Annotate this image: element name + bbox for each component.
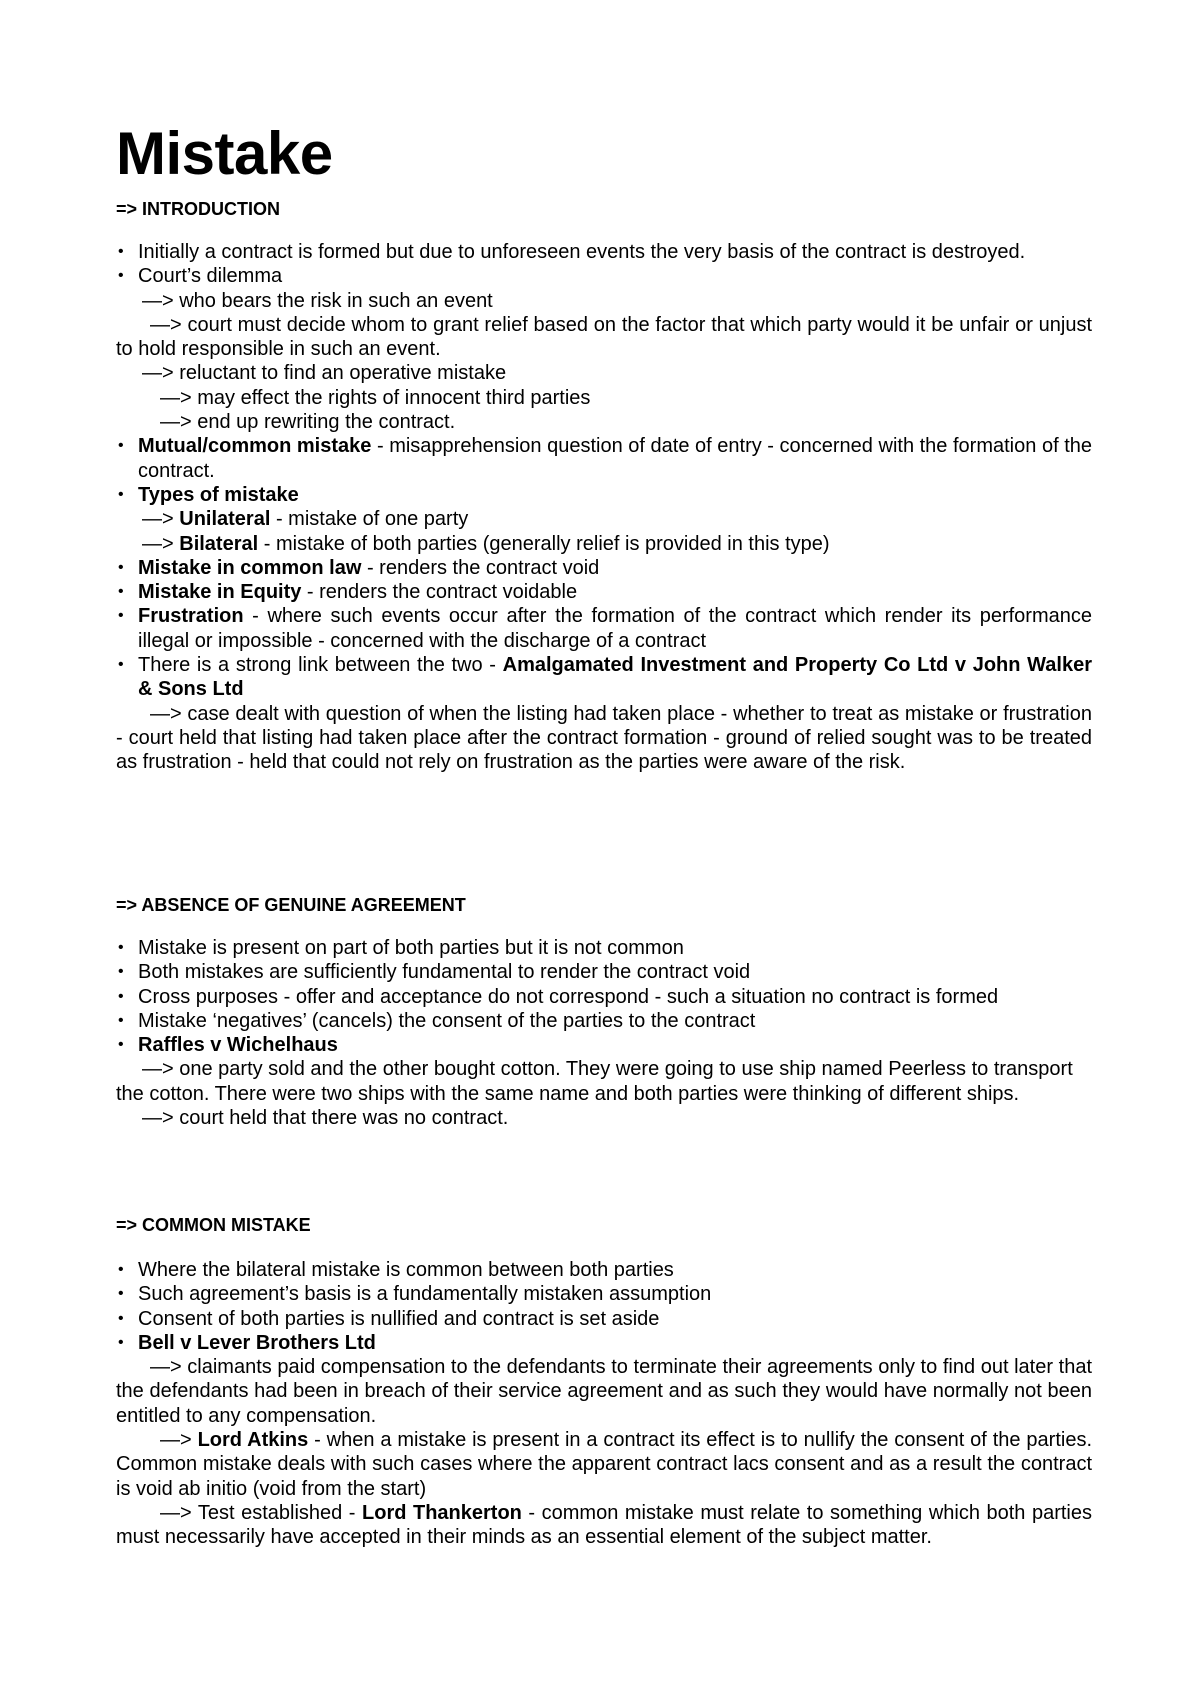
bullet-icon: • (118, 1333, 124, 1351)
list-item: • Mutual/common mistake - misapprehension question of date of entry - concerned with the formation of the contract. (118, 435, 1092, 482)
page-title: Mistake (116, 120, 333, 187)
list-item: • Such agreement’s basis is a fundamentally mistaken assumption (118, 1283, 712, 1306)
list-item: • Mistake in common law - renders the contract void (118, 556, 600, 579)
bullet-icon: • (118, 485, 124, 503)
case-name: Bell v Lever Brothers Ltd (138, 1331, 376, 1354)
section-heading-introduction: => INTRODUCTION (116, 199, 281, 219)
sub-item: —> Unilateral - mistake of one party (142, 508, 469, 531)
bullet-icon: • (118, 267, 124, 285)
absence-section (116, 936, 1092, 1130)
introduction-section (116, 240, 1092, 775)
bullet-icon: • (118, 1036, 124, 1054)
list-item: • Court’s dilemma (118, 265, 283, 288)
sub-item: —> one party sold and the other bought cotton. They were going to use ship named Peerless to transport the cotton. There were two ships with the same name and both parties were thinking of different ships. (116, 1058, 1073, 1105)
list-item: • Mistake in Equity - renders the contract voidable (118, 581, 578, 604)
bullet-icon: • (118, 1309, 124, 1327)
list-item (116, 1033, 1092, 1057)
list-item: • Mistake ‘negatives’ (cancels) the consent of the parties to the contract (118, 1009, 756, 1032)
bullet-icon: • (118, 987, 124, 1005)
sub-item: —> Lord Atkins - when a mistake is present in a contract its effect is to nullify the consent of the parties. Common mistake deals with such cases where the apparent contract lacs consent and as a result the contract is void ab initio (void from the start) (116, 1429, 1092, 1500)
sub-item: —> Bilateral - mistake of both parties (generally relief is provided in this type) (142, 532, 830, 555)
bullet-icon: • (118, 939, 124, 956)
bullet-icon: • (118, 1011, 124, 1029)
sub-item: —> end up rewriting the contract. (160, 411, 456, 434)
sub-item: —> claimants paid compensation to the defendants to terminate their agreements only to find out later that the defendants had been in breach of their service agreement and as such they would have normally not been entitled to any compensation. (116, 1356, 1092, 1427)
common-section (116, 1258, 1092, 1550)
list-item: • Consent of both parties is nullified and contract is set aside (118, 1307, 660, 1330)
section-heading-absence: => ABSENCE OF GENUINE AGREEMENT (116, 895, 466, 915)
bullet-icon: • (118, 963, 124, 981)
bullet-icon: • (118, 437, 124, 455)
sub-item: —> reluctant to find an operative mistake (142, 362, 507, 385)
case-name: Raffles v Wichelhaus (138, 1034, 338, 1057)
bullet-icon: • (118, 558, 124, 576)
bullet-icon: • (118, 1285, 124, 1303)
list-item (116, 1331, 1092, 1355)
bullet-icon: • (118, 607, 124, 625)
bullet-icon: • (118, 583, 124, 601)
bullet-icon: • (118, 1261, 124, 1278)
list-item: • Initially a contract is formed but due to unforeseen events the very basis of the contract is destroyed. (118, 241, 1026, 263)
sub-item: —> Test established - Lord Thankerton - common mistake must relate to something which both parties must necessarily have accepted in their minds as an essential element of the subject matter. (116, 1501, 1092, 1549)
sub-item: —> may effect the rights of innocent third parties (160, 386, 591, 409)
list-item: • Where the bilateral mistake is common between both parties (118, 1259, 674, 1281)
list-item: • Cross purposes - offer and acceptance do not correspond - such a situation no contract is formed (118, 985, 999, 1008)
bullet-icon: • (118, 243, 124, 260)
list-item: • Types of mistake (118, 483, 299, 506)
sub-item: —> court held that there was no contract. (142, 1107, 509, 1130)
sub-item: —> case dealt with question of when the listing had taken place - whether to treat as mistake or frustration - court held that listing had taken place after the contract formation - ground of relied sought was to be treated as frustration - held that could not rely on frustration as the parties were aware of the risk. (116, 702, 1092, 774)
bullet-icon: • (118, 656, 124, 674)
sub-item: —> court must decide whom to grant relief based on the factor that which party would it be unfair or unjust to hold responsible in such an event. (116, 313, 1092, 361)
list-item: • There is a strong link between the two - Amalgamated Investment and Property Co Ltd v John Walker & Sons Ltd (118, 654, 1092, 701)
list-item: • Frustration - where such events occur after the formation of the contract which render its performance illegal or impossible - concerned with the discharge of a contract (118, 605, 1092, 652)
section-heading-common: => COMMON MISTAKE (116, 1215, 311, 1235)
sub-item: —> who bears the risk in such an event (142, 289, 493, 312)
list-item: • Both mistakes are sufficiently fundamental to render the contract void (118, 961, 751, 984)
case-name: Amalgamated Investment and Property Co Ltd v John Walker & Sons Ltd (138, 654, 1092, 701)
list-item: • Mistake is present on part of both parties but it is not common (118, 937, 684, 959)
